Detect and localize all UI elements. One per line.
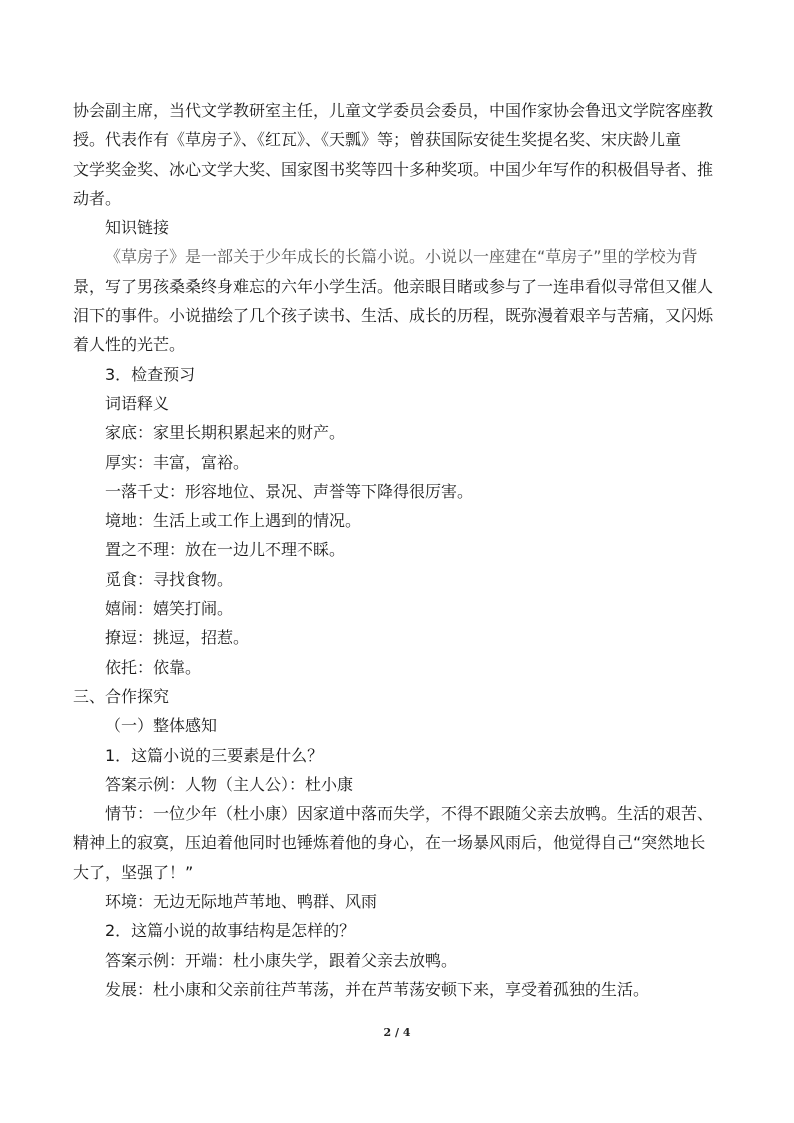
definition-item: 境地：生活上或工作上遇到的情况。: [105, 511, 362, 531]
answer-line: 大了，坚强了！”: [73, 862, 194, 882]
question: 2．这篇小说的故事结构是怎样的？: [105, 921, 356, 941]
page-number: 2 / 4: [383, 1026, 411, 1039]
definition-item: 嬉闹：嬉笑打闹。: [105, 599, 234, 619]
paragraph-line: 动者。: [73, 188, 122, 208]
paragraph-line: 文学奖金奖、冰心文学大奖、国家图书奖等四十多种奖项。中国少年写作的积极倡导者、推: [73, 159, 714, 179]
paragraph-line: 授。代表作有《草房子》、《红瓦》、《天瓢》等；曾获国际安徒生奖提名奖、宋庆龄儿童: [73, 130, 682, 150]
section-heading: 3．检查预习: [105, 364, 196, 384]
section-heading: 词语释义: [105, 393, 170, 413]
paragraph-line: 景，写了男孩桑桑终身难忘的六年小学生活。他亲眼目睹或参与了一连串看似寻常但又催人: [73, 276, 714, 296]
definition-item: 撩逗：挑逗，招惹。: [105, 628, 250, 648]
paragraph-line: 泪下的事件。小说描绘了几个孩子读书、生活、成长的历程，既弥漫着艰辛与苦痛，又闪烁: [73, 306, 714, 326]
section-heading: 知识链接: [105, 218, 170, 238]
definition-item: 置之不理：放在一边儿不理不睬。: [105, 540, 346, 560]
subsection-heading: （一）整体感知: [105, 716, 218, 736]
definition-item: 觅食：寻找食物。: [105, 569, 234, 589]
body-text: [73, 96, 723, 1004]
answer-line: 答案示例：人物（主人公）：杜小康: [105, 774, 354, 794]
paragraph-line: 协会副主席，当代文学教研室主任，儿童文学委员会委员，中国作家协会鲁迅文学院客座教: [73, 101, 714, 120]
answer-line: 环境：无边无际地芦苇地、鸭群、风雨: [105, 892, 378, 912]
paragraph-line: 《草房子》是一部关于少年成长的长篇小说。小说以一座建在“草房子”里的学校为背: [105, 247, 698, 267]
definition-item: 家底：家里长期积累起来的财产。: [105, 423, 346, 443]
question: 1．这篇小说的三要素是什么？: [105, 745, 324, 765]
answer-line: 答案示例：开端：杜小康失学，跟着父亲去放鸭。: [105, 950, 458, 970]
answer-line: 情节：一位少年（杜小康）因家道中落而失学，不得不跟随父亲去放鸭。生活的艰苦、: [105, 804, 714, 824]
paragraph-line: 着人性的光芒。: [73, 335, 186, 355]
answer-line: 精神上的寂寞，压迫着他同时也锤炼着他的身心，在一场暴风雨后，他觉得自己“突然地长: [73, 833, 706, 853]
definition-item: 依托：依靠。: [105, 657, 202, 677]
answer-line: 发展：杜小康和父亲前往芦苇荡，并在芦苇荡安顿下来，享受着孤独的生活。: [105, 979, 650, 999]
definition-item: 一落千丈：形容地位、景况、声誉等下降得很厉害。: [105, 481, 474, 501]
definition-item: 厚实：丰富，富裕。: [105, 452, 250, 472]
section-heading: 三、合作探究: [73, 686, 170, 706]
